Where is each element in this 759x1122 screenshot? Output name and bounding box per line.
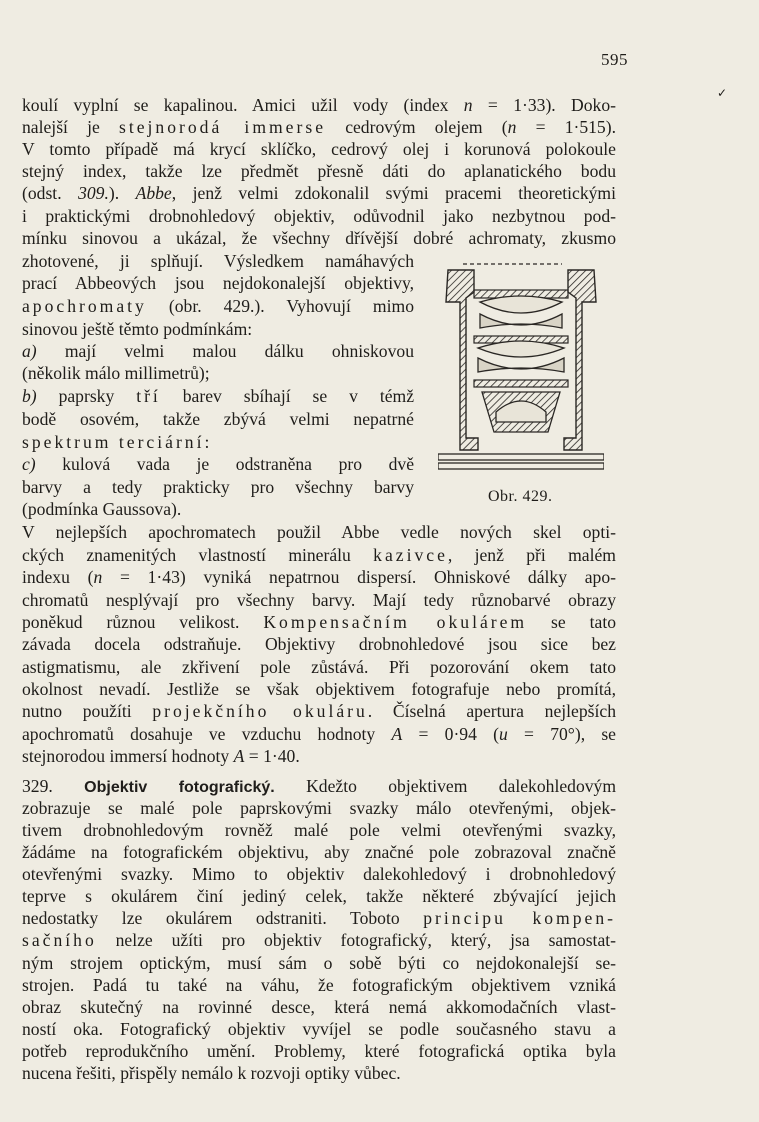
- text-segment: chromatů nesplývají pro všechny barvy. Mají tedy různobarvé obrazy: [22, 590, 616, 610]
- text-segment: = 70°), se: [507, 724, 616, 744]
- text-segment: n: [93, 567, 103, 587]
- text-segment: V tomto případě má krycí sklíčko, cedrový olej i korunová polokoule: [22, 139, 616, 159]
- text-segment: (obr. 429.). Vyhovují mimo: [146, 296, 414, 316]
- text-segment: (odst.: [22, 183, 79, 203]
- text-segment: = 1·40.: [244, 746, 300, 766]
- text-segment: n: [463, 95, 473, 115]
- text-line: [22, 700, 616, 722]
- text-segment: nalejší je: [22, 117, 119, 137]
- text-line: [22, 952, 616, 974]
- text-line: [22, 453, 414, 475]
- text-line: [22, 318, 414, 340]
- text-segment: poněkud různou velikost.: [22, 612, 264, 632]
- text-line: [22, 566, 616, 588]
- text-line: [22, 885, 616, 907]
- text-segment: a): [22, 341, 37, 361]
- text-line: [22, 907, 616, 929]
- text-segment: apochromatů dosahuje ve vzduchu hodnoty: [22, 724, 392, 744]
- text-segment: = 1·43) vyniká nepatrnou dispersí. Ohniskové dálky apo-: [102, 567, 616, 587]
- text-line: [22, 272, 414, 294]
- text-line: [22, 589, 616, 611]
- text-segment: u: [499, 724, 508, 744]
- text-segment: ckých znamenitých vlastností minerálu: [22, 545, 374, 565]
- text-segment: kulová vada je odstraněna pro dvě: [35, 454, 414, 474]
- text-segment: cedrovým olejem (: [326, 117, 508, 137]
- text-line: [22, 295, 414, 317]
- text-segment: nelze užíti pro objektiv fotografický, který, jsa samostat-: [96, 930, 616, 950]
- text-line: [22, 182, 616, 204]
- text-segment: c): [22, 454, 36, 474]
- text-line: [22, 138, 616, 160]
- text-segment: Objektiv fotografický.: [84, 779, 275, 796]
- text-line: [22, 841, 616, 863]
- text-line: [22, 205, 616, 227]
- text-segment: bodě osovém, takže zbývá velmi nepatrné: [22, 409, 414, 429]
- text-line: [22, 611, 616, 633]
- text-segment: se tato: [527, 612, 617, 632]
- text-segment: A: [391, 724, 403, 744]
- text-line: [22, 340, 414, 362]
- figure-caption: Obr. 429.: [488, 488, 553, 505]
- text-line: [22, 521, 616, 543]
- text-segment: strojen. Padá tu také na váhu, že fotografickým objektivem vzniká: [22, 975, 616, 995]
- text-segment: Kdežto objektivem dalekohledovým: [274, 776, 617, 796]
- text-segment: mají velmi malou dálku ohniskovou: [36, 341, 414, 361]
- text-segment: kazivce: [373, 545, 448, 565]
- text-segment: zhotovené, ji splňují. Výsledkem namáhavých: [22, 251, 414, 271]
- text-line: [22, 996, 616, 1018]
- text-line: [22, 160, 616, 182]
- text-line: [22, 723, 616, 745]
- text-line: [22, 476, 414, 498]
- text-segment: paprsky: [36, 386, 137, 406]
- text-segment: (několik málo millimetrů);: [22, 363, 210, 383]
- text-segment: ností oka. Fotografický objektiv vyvíjel se podle současného stavu a: [22, 1019, 616, 1039]
- text-segment: Kompensačním okulárem: [263, 612, 528, 632]
- text-segment: projekčního okuláru: [152, 701, 368, 721]
- text-segment: nucena řešiti, přispěly nemálo k rozvoji optiky vůbec.: [22, 1063, 401, 1083]
- text-segment: sinovou ještě těmto podmínkám:: [22, 319, 253, 339]
- text-segment: prací Abbeových jsou nejdokonalejší objektivy,: [22, 273, 414, 293]
- text-line: [22, 1040, 616, 1062]
- text-segment: závada docela odstraňuje. Objektivy drobnohledové jsou sice bez: [22, 634, 616, 654]
- text-segment: = 1·515).: [516, 117, 616, 137]
- text-line: [22, 1062, 616, 1084]
- text-line: [22, 1018, 616, 1040]
- text-segment: žádáme na fotografickém objektivu, aby značné pole zobrazoval značně: [22, 842, 616, 862]
- text-line: [22, 498, 414, 520]
- margin-mark: ✓: [716, 86, 727, 100]
- text-segment: mínku sinovou a ukázal, že všechny dřívější dobré achromaty, zkusmo: [22, 228, 616, 248]
- text-line: [22, 775, 616, 799]
- text-segment: A: [233, 746, 245, 766]
- text-segment: stejnorodou immersí hodnoty: [22, 746, 234, 766]
- text-segment: stejnorodá immerse: [118, 117, 327, 137]
- text-segment: , jenž velmi zdokonalil svými pracemi theoretickými: [171, 183, 617, 203]
- text-line: [22, 797, 616, 819]
- apochromat-objective-figure: [438, 262, 604, 472]
- text-segment: koulí vyplní se kapalinou. Amici užil vody (index: [22, 95, 464, 115]
- text-segment: n: [507, 117, 517, 137]
- text-segment: potřeb reprodukčního umění. Problemy, které fotografická optika byla: [22, 1041, 616, 1061]
- text-line: [22, 633, 616, 655]
- text-line: [22, 94, 616, 116]
- text-segment: tivem drobnohledovým rovněž malé pole velmi otevřenými svazky,: [22, 820, 616, 840]
- text-segment: tří: [136, 386, 161, 406]
- text-segment: sačního: [22, 930, 97, 950]
- text-segment: , jenž při malém: [447, 545, 616, 565]
- text-segment: teprve s okulárem činí jediný celek, takže některé zbývající jejich: [22, 886, 616, 906]
- text-segment: Abbe: [135, 183, 172, 203]
- text-segment: nutno použíti: [22, 701, 153, 721]
- text-line: [22, 863, 616, 885]
- text-line: [22, 431, 414, 453]
- text-segment: apochromaty: [22, 296, 147, 316]
- text-segment: ným strojem optickým, musí sám o sobě býti co nejdokonalejší se-: [22, 953, 616, 973]
- text-segment: i praktickými drobnohledový objektiv, odůvodnil jako nezbytnou pod-: [22, 206, 616, 226]
- text-segment: otevřenými svazky. Mimo to objektiv dalekohledový i drobnohledový: [22, 864, 616, 884]
- text-segment: nedostatky lze okulárem odstraniti. Toboto: [22, 908, 424, 928]
- text-segment: 309.: [78, 183, 109, 203]
- text-line: [22, 745, 616, 767]
- text-line: [22, 250, 414, 272]
- text-line: [22, 385, 414, 407]
- page-number: 595: [601, 50, 628, 69]
- text-segment: stejný index, takže lze předmět přesně dáti do aplanatického bodu: [22, 161, 616, 181]
- text-segment: (podmínka Gaussova).: [22, 499, 182, 519]
- text-segment: spektrum terciární: [22, 432, 205, 452]
- text-segment: zobrazuje se malé pole paprskovými svazky málo otevřenými, objek-: [22, 798, 616, 818]
- text-segment: barev sbíhají se v témž: [160, 386, 415, 406]
- text-segment: okolnost nevadí. Jestliže se však objektivem fotografuje nebo promítá,: [22, 679, 616, 699]
- text-line: [22, 678, 616, 700]
- text-segment: = 1·33). Doko-: [472, 95, 616, 115]
- text-line: [22, 819, 616, 841]
- text-segment: :: [204, 432, 210, 452]
- text-line: [22, 227, 616, 249]
- text-line: [22, 116, 616, 138]
- text-segment: = 0·94 (: [402, 724, 499, 744]
- text-line: [22, 408, 414, 430]
- text-line: [22, 544, 616, 566]
- text-segment: 329.: [22, 776, 85, 796]
- text-line: [22, 974, 616, 996]
- text-segment: principu kompen-: [423, 908, 616, 928]
- text-segment: barvy a tedy prakticky pro všechny barvy: [22, 477, 414, 497]
- text-line: [22, 362, 414, 384]
- text-line: [22, 656, 616, 678]
- text-segment: ).: [108, 183, 136, 203]
- text-segment: b): [22, 386, 37, 406]
- text-line: [22, 929, 616, 951]
- text-segment: V nejlepších apochromatech použil Abbe vedle nových skel opti-: [22, 522, 616, 542]
- text-segment: indexu (: [22, 567, 94, 587]
- text-segment: astigmatismu, ale zkřivení pole zůstává. Při pozorování okem tato: [22, 657, 616, 677]
- text-segment: obraz skutečný na rovinné desce, která nemá akkomodačních vlast-: [22, 997, 616, 1017]
- text-segment: . Číselná apertura nejlepších: [367, 701, 616, 721]
